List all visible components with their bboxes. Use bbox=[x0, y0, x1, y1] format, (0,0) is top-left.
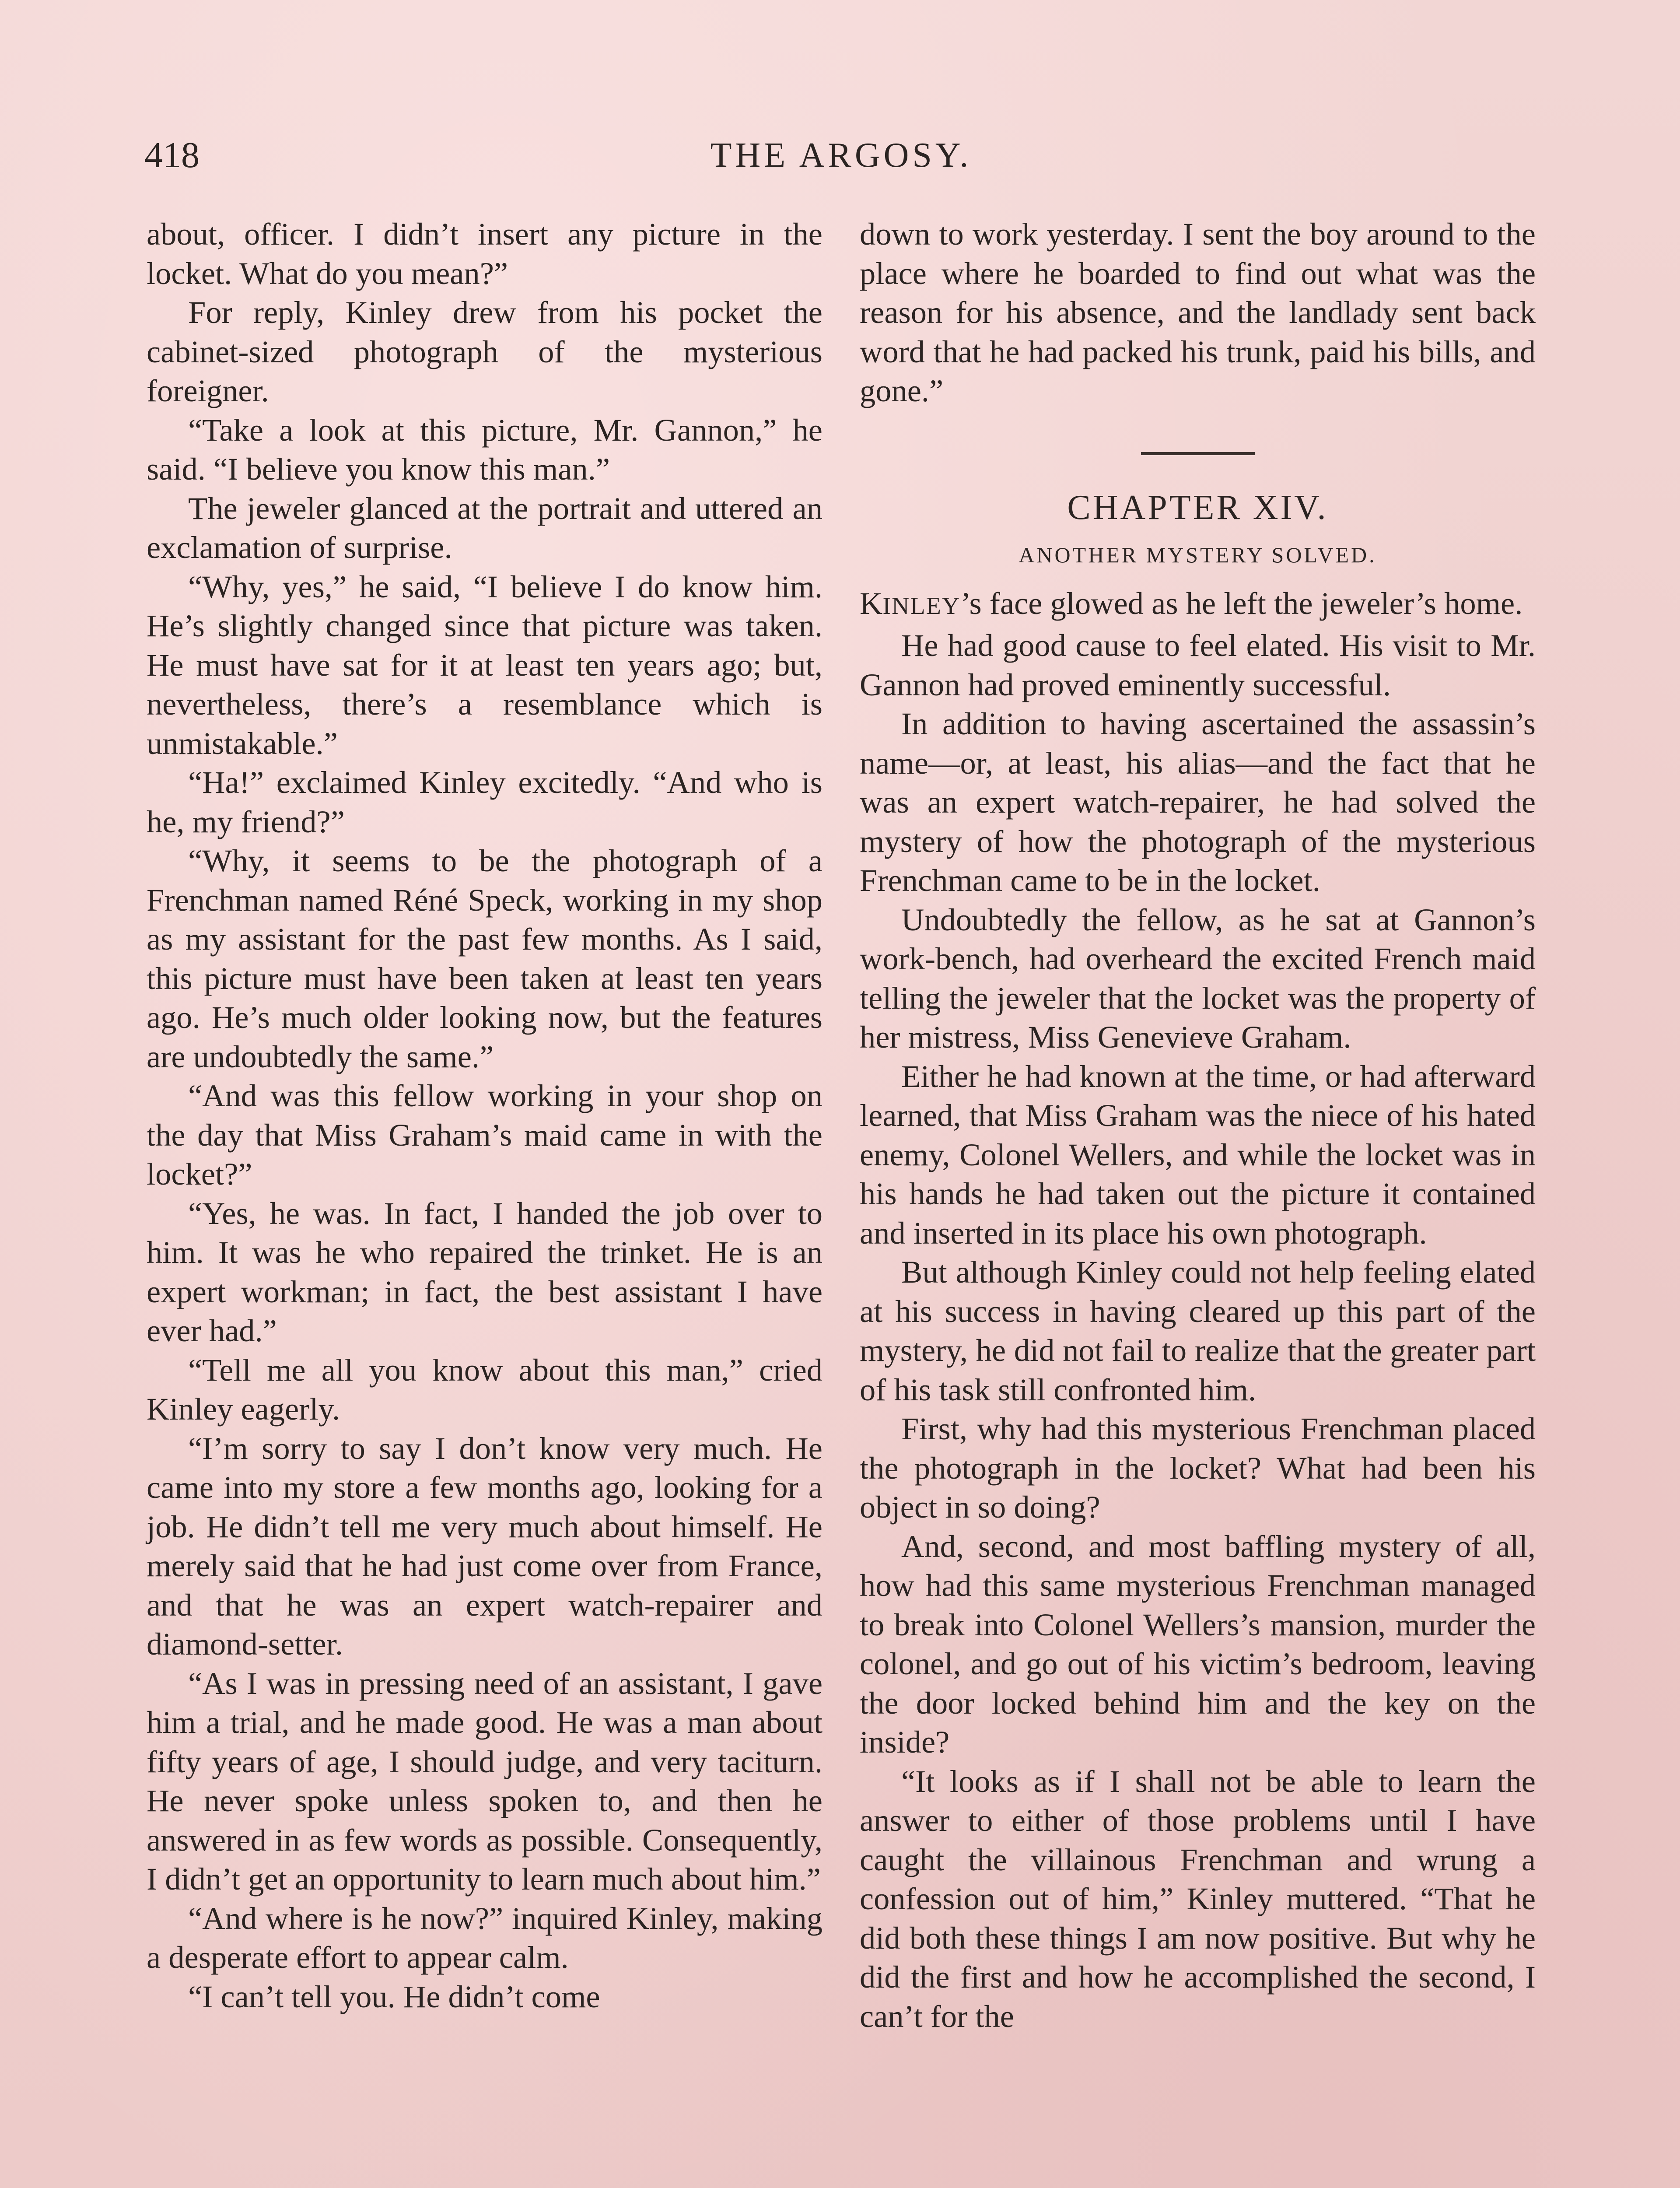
paragraph: Undoubtedly the fellow, as he sat at Gannon’s work-bench, had overheard the excited French maid telling the jeweler that the locket was the property of her mistress, Miss Genevieve Graham. bbox=[860, 901, 1536, 1055]
small-caps-word: INLEY bbox=[882, 592, 961, 620]
paragraph: “Take a look at this picture, Mr. Gannon,” he said. “I believe you know this man.” bbox=[147, 412, 822, 487]
paragraph: “Why, it seems to be the photograph of a Frenchman named Réné Speck, working in my shop as my assistant for the past few months. As I said, this picture must have been taken at least ten years ago. He’s much older looking now, but the features are undoubtedly the same.” bbox=[147, 843, 822, 1074]
paragraph: “And where is he now?” inquired Kinley, making a desperate effort to appear calm. bbox=[147, 1900, 822, 1975]
paragraph: “As I was in pressing need of an assistant, I gave him a trial, and he made good. He was a man about fifty years of age, I should judge, and very taciturn. He never spoke unless spoken to, and then he answered in as few words as possible. Consequently, I didn’t get an opportunity to learn much about him.” bbox=[147, 1665, 822, 1897]
page-number: 418 bbox=[144, 135, 200, 175]
paragraph: about, officer. I didn’t insert any picture in the locket. What do you mean?” bbox=[147, 216, 822, 291]
paragraph: For reply, Kinley drew from his pocket the cabinet-sized photograph of the mysterious foreigner. bbox=[147, 295, 822, 408]
paragraph: In addition to having ascertained the assassin’s name—or, at least, his alias—and the fact that he was an expert watch-repairer, he had solved the mystery of how the photograph of the mysterious Frenchman came to be in the locket. bbox=[860, 706, 1536, 898]
chapter-opening-paragraph bbox=[860, 584, 1536, 626]
paragraph: Either he had known at the time, or had afterward learned, that Miss Graham was the niece of his hated enemy, Colonel Wellers, and while the locket was in his hands he had taken out the picture it contained and inserted in its place his own photograph. bbox=[860, 1058, 1536, 1251]
paragraph: down to work yesterday. I sent the boy around to the place where he boarded to find out what was the reason for his absence, and the landlady sent back word that he had packed his trunk, paid his bills, and gone.” bbox=[860, 216, 1536, 408]
paragraph: “Why, yes,” he said, “I believe I do know him. He’s slightly changed since that picture was taken. He must have sat for it at least ten years ago; but, nevertheless, there’s a resemblance which is unmistakable.” bbox=[147, 568, 822, 761]
chapter-subtitle: ANOTHER MYSTERY SOLVED. bbox=[1018, 542, 1377, 567]
paragraph: The jeweler glanced at the portrait and uttered an exclamation of surprise. bbox=[147, 490, 822, 565]
small-caps-initial: K bbox=[860, 585, 883, 621]
paragraph: “I can’t tell you. He didn’t come bbox=[188, 1978, 600, 2014]
paragraph: “I’m sorry to say I don’t know very much. He came into my store a few months ago, looking for a job. He didn’t tell me very much about himself. He merely said that he had just come over from France, and that he was an expert watch-repairer and diamond-setter. bbox=[147, 1430, 822, 1662]
section-divider bbox=[1141, 452, 1255, 455]
chapter-title: CHAPTER XIV. bbox=[1067, 488, 1328, 527]
left-column bbox=[147, 214, 822, 2016]
paragraph: He had good cause to feel elated. His visit to Mr. Gannon had proved eminently successful. bbox=[860, 628, 1536, 702]
paragraph: “Ha!” exclaimed Kinley excitedly. “And who is he, my friend?” bbox=[147, 764, 822, 839]
right-column bbox=[860, 214, 1536, 2036]
opening-text: ’s face glowed as he left the jeweler’s home. bbox=[960, 585, 1523, 621]
running-head bbox=[144, 131, 1538, 179]
paragraph: “It looks as if I shall not be able to learn the answer to either of those problems until I have caught the villainous Frenchman and wrung a confession out of him,” Kinley muttered. “That he did both these things I am now positive. But why he did the first and how he accomplished the second, I can’t for the bbox=[860, 1763, 1536, 2034]
paragraph: But although Kinley could not help feeling elated at his success in having cleared up this part of the mystery, he did not fail to realize that the greater part of his task still confronted him. bbox=[860, 1254, 1536, 1407]
journal-title: THE ARGOSY. bbox=[710, 136, 972, 175]
paragraph: And, second, and most baffling mystery of all, how had this same mysterious Frenchman managed to break into Colonel Wellers’s mansion, murder the colonel, and go out of his victim’s bedroom, leaving the door locked behind him and the key on the inside? bbox=[860, 1528, 1536, 1760]
paragraph: “Yes, he was. In fact, I handed the job over to him. It was he who repaired the trinket. He is an expert workman; in fact, the best assistant I have ever had.” bbox=[147, 1195, 822, 1348]
paragraph: “And was this fellow working in your shop on the day that Miss Graham’s maid came in with the locket?” bbox=[147, 1078, 822, 1192]
paragraph: “Tell me all you know about this man,” cried Kinley eagerly. bbox=[147, 1352, 822, 1427]
paragraph: First, why had this mysterious Frenchman placed the photograph in the locket? What had been his object in so doing? bbox=[860, 1411, 1536, 1525]
